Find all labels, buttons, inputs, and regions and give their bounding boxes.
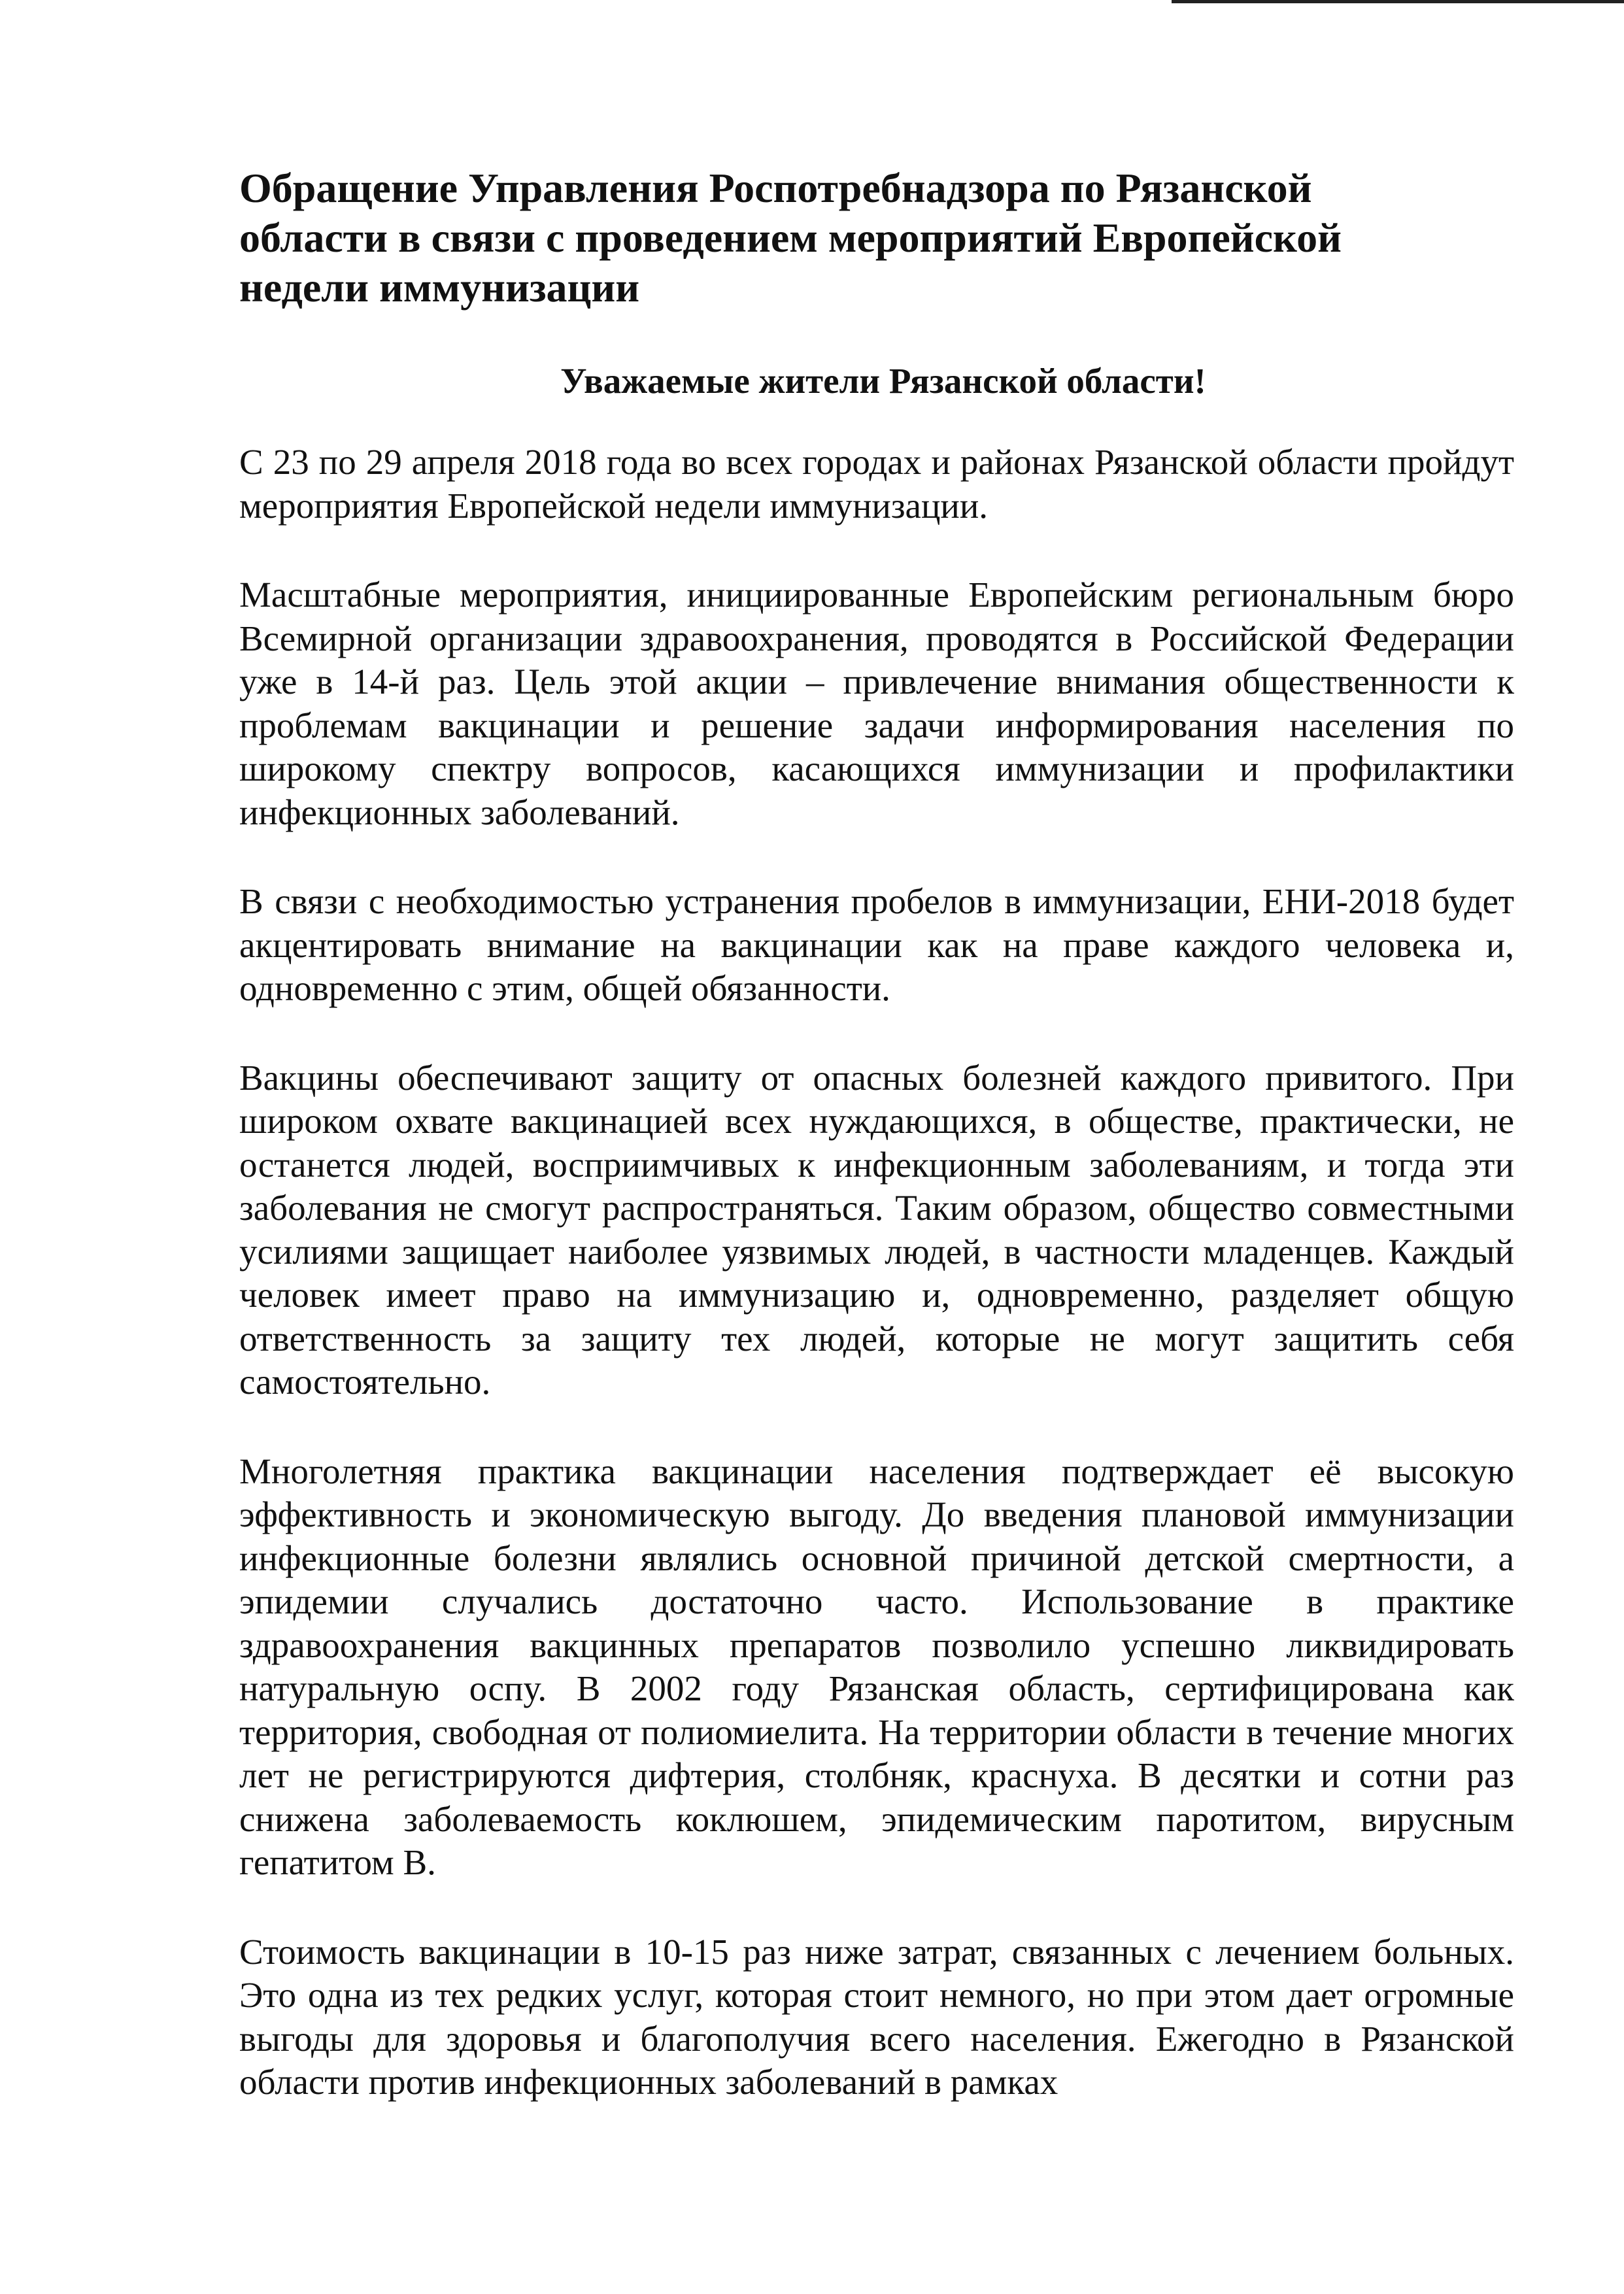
- paragraph-3: В связи с необходимостью устранения пробелов в иммунизации, ЕНИ-2018 будет акцентировать внимание на вакцинации как на праве каждого человека и, одновременно с этим, общей обязанности.: [239, 881, 1514, 1008]
- greeting: Уважаемые жители Рязанской области!: [560, 361, 1206, 401]
- paragraph-6: Стоимость вакцинации в 10-15 раз ниже затрат, связанных с лечением больных. Это одна из тех редких услуг, которая стоит немного, но при этом дает огромные выгоды для здоровья и благополучия всего населения. Ежегодно в Рязанской области против инфекционных заболеваний в рамках: [239, 1931, 1514, 2102]
- document-page: [239, 163, 1514, 2104]
- document-title: Обращение Управления Роспотребнадзора по Рязанской области в связи с проведением мероприятий Европейской недели иммунизации: [239, 165, 1342, 311]
- scan-edge-mark: [1172, 0, 1624, 3]
- paragraph-1: С 23 по 29 апреля 2018 года во всех городах и районах Рязанской области пройдут мероприятия Европейской недели иммунизации.: [239, 442, 1514, 526]
- paragraph-4: Вакцины обеспечивают защиту от опасных болезней каждого привитого. При широком охвате вакцинацией всех нуждающихся, в обществе, практически, не останется людей, восприимчивых к инфекционным заболеваниям, и тогда эти заболевания не смогут распространяться. Таким образом, общество совместными усилиями защищает наиболее уязвимых людей, в частности младенцев. Каждый человек имеет право на иммунизацию и, одновременно, разделяет общую ответственность за защиту тех людей, которые не могут защитить себя самостоятельно.: [239, 1057, 1514, 1402]
- paragraph-2: Масштабные мероприятия, инициированные Европейским региональным бюро Всемирной организации здравоохранения, проводятся в Российской Федерации уже в 14-й раз. Цель этой акции – привлечение внимания общественности к проблемам вакцинации и решение задачи информирования населения по широкому спектру вопросов, касающихся иммунизации и профилактики инфекционных заболеваний.: [239, 575, 1514, 832]
- paragraph-5: Многолетняя практика вакцинации населения подтверждает её высокую эффективность и экономическую выгоду. До введения плановой иммунизации инфекционные болезни являлись основной причиной детской смертности, а эпидемии случались достаточно часто. Использование в практике здравоохранения вакцинных препаратов позволило успешно ликвидировать натуральную оспу. В 2002 году Рязанская область, сертифицирована как территория, свободная от полиомиелита. На территории области в течение многих лет не регистрируются дифтерия, столбняк, краснуха. В десятки и сотни раз снижена заболеваемость коклюшем, эпидемическим паротитом, вирусным гепатитом В.: [239, 1451, 1514, 1882]
